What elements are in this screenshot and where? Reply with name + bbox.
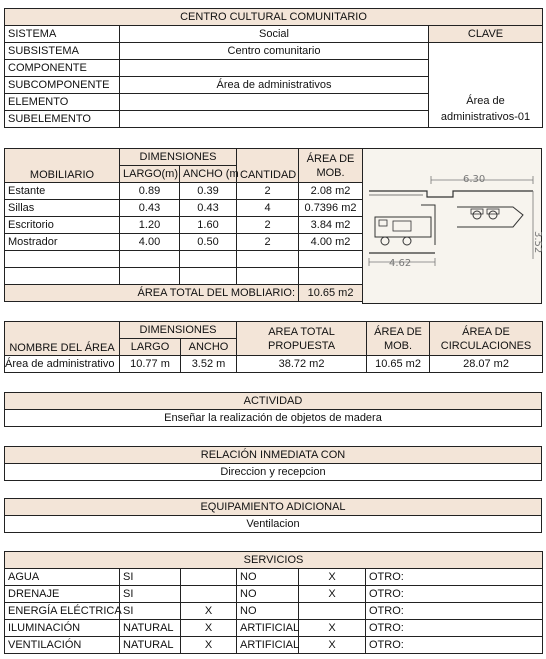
clave-value-line1: Área de: [466, 95, 505, 107]
col-area-mob-line1: ÁREA DE: [374, 325, 422, 338]
serv-name: ILUMINACIÓN: [5, 620, 120, 637]
mob-largo: 1.20: [120, 217, 180, 234]
serv-otro: OTRO:: [366, 637, 543, 654]
col-dimensiones: DIMENSIONES: [120, 149, 237, 166]
table-row: [5, 620, 543, 637]
actividad-value: Enseñar la realización de objetos de madera: [5, 410, 542, 427]
header-label: SUBSISTEMA: [5, 43, 120, 60]
serv-mark2: X: [299, 586, 366, 603]
table-row: [5, 586, 543, 603]
serv-otro: OTRO:: [366, 603, 543, 620]
serv-opt2: NO: [237, 586, 299, 603]
col-area-circ-line2: CIRCULACIONES: [440, 339, 532, 352]
serv-otro: OTRO:: [366, 586, 543, 603]
serv-opt1: SI: [120, 603, 181, 620]
clave-value-line2: administrativos-01: [440, 111, 531, 123]
serv-opt2: ARTIFICIAL: [237, 637, 299, 654]
table-row: [5, 200, 363, 217]
serv-mark1: X: [181, 637, 237, 654]
table-row: [5, 637, 543, 654]
relacion-table: [4, 446, 542, 481]
serv-opt1: SI: [120, 586, 181, 603]
col-area-line1: ÁREA DE: [306, 152, 355, 165]
area-circ: 28.07 m2: [430, 356, 543, 373]
header-title: CENTRO CULTURAL COMUNITARIO: [5, 9, 543, 26]
area-mob: 10.65 m2: [367, 356, 430, 373]
serv-opt2: ARTIFICIAL: [237, 620, 299, 637]
col-area-mob: [367, 322, 430, 356]
relacion-value: Direccion y recepcion: [5, 464, 542, 481]
dim-side-label: 3.52: [532, 231, 543, 254]
col-area-circ: [430, 322, 543, 356]
mob-ancho: 0.50: [180, 234, 237, 251]
actividad-table: [4, 392, 542, 427]
serv-opt1: NATURAL: [120, 637, 181, 654]
col-area-circ-line1: ÁREA DE: [462, 325, 510, 338]
mob-cantidad: 2: [237, 183, 299, 200]
header-label: SUBELEMENTO: [5, 111, 120, 128]
serv-mark1: X: [181, 620, 237, 637]
serv-name: VENTILACIÓN: [5, 637, 120, 654]
header-value: Centro comunitario: [120, 43, 429, 60]
relacion-title: RELACIÓN INMEDIATA CON: [5, 447, 542, 464]
col-largo: LARGO: [120, 339, 181, 356]
table-row: [5, 569, 543, 586]
serv-mark2: [299, 603, 366, 620]
col-nombre-area: NOMBRE DEL ÁREA: [5, 322, 120, 356]
serv-name: DRENAJE: [5, 586, 120, 603]
header-label: SISTEMA: [5, 26, 120, 43]
mob-cantidad: 2: [237, 217, 299, 234]
table-row-empty: [5, 251, 363, 268]
serv-name: AGUA: [5, 569, 120, 586]
table-row: [5, 603, 543, 620]
col-area-total-line1: AREA TOTAL: [268, 325, 335, 338]
table-row: [5, 183, 363, 200]
mob-name: Mostrador: [5, 234, 120, 251]
mob-largo: 4.00: [120, 234, 180, 251]
mob-cantidad: 2: [237, 234, 299, 251]
dim-bottom-label: 4.62: [389, 258, 412, 269]
floor-plan-svg: [363, 149, 541, 303]
serv-otro: OTRO:: [366, 569, 543, 586]
header-label: ELEMENTO: [5, 94, 120, 111]
table-row-empty: [5, 268, 363, 285]
area-largo: 10.77 m: [120, 356, 181, 373]
area-total: 38.72 m2: [237, 356, 367, 373]
col-area-mob: [299, 149, 363, 183]
col-largo: LARGO(m): [120, 166, 180, 183]
header-table: [4, 8, 543, 128]
col-area-mob-line2: MOB.: [383, 339, 413, 352]
col-area-total-line2: PROPUESTA: [268, 339, 336, 352]
mob-name: Sillas: [5, 200, 120, 217]
header-label: COMPONENTE: [5, 60, 120, 77]
col-cantidad: CANTIDAD: [237, 149, 299, 183]
mob-name: Escritorio: [5, 217, 120, 234]
mob-largo: 0.43: [120, 200, 180, 217]
mobiliario-table: [4, 148, 363, 302]
table-row: [5, 234, 363, 251]
clave-label: CLAVE: [429, 26, 543, 43]
equipamiento-value: Ventilacion: [5, 516, 542, 533]
serv-mark2: X: [299, 569, 366, 586]
header-value: [120, 111, 429, 128]
area-ancho: 3.52 m: [181, 356, 237, 373]
actividad-title: ACTIVIDAD: [5, 393, 542, 410]
header-value: [120, 94, 429, 111]
col-mobiliario: MOBILIARIO: [5, 149, 120, 183]
mob-name: Estante: [5, 183, 120, 200]
servicios-table: [4, 551, 543, 654]
mob-ancho: 1.60: [180, 217, 237, 234]
header-value: Área de administrativos: [120, 77, 429, 94]
serv-mark1: [181, 586, 237, 603]
floor-plan-drawing: [362, 148, 542, 304]
serv-opt2: NO: [237, 569, 299, 586]
equipamiento-table: [4, 498, 542, 533]
clave-value: [429, 43, 543, 128]
serv-otro: OTRO:: [366, 620, 543, 637]
serv-opt2: NO: [237, 603, 299, 620]
header-label: SUBCOMPONENTE: [5, 77, 120, 94]
serv-mark2: X: [299, 620, 366, 637]
serv-opt1: NATURAL: [120, 620, 181, 637]
mob-total-label: ÁREA TOTAL DEL MOBLIARIO:: [5, 285, 299, 302]
col-area-total: [237, 322, 367, 356]
serv-name: ENERGÍA ELÉCTRICA: [5, 603, 120, 620]
header-value: Social: [120, 26, 429, 43]
equipamiento-title: EQUIPAMIENTO ADICIONAL: [5, 499, 542, 516]
mob-total-value: 10.65 m2: [299, 285, 363, 302]
mob-area: 4.00 m2: [299, 234, 363, 251]
mob-area: 2.08 m2: [299, 183, 363, 200]
mob-area: 0.7396 m2: [299, 200, 363, 217]
col-area-line2: MOB.: [316, 166, 345, 179]
area-table: [4, 321, 543, 373]
serv-opt1: SI: [120, 569, 181, 586]
table-row: [5, 356, 543, 373]
col-ancho: ANCHO: [181, 339, 237, 356]
col-dimensiones: DIMENSIONES: [120, 322, 237, 339]
col-ancho: ANCHO (m: [180, 166, 237, 183]
mob-ancho: 0.43: [180, 200, 237, 217]
mob-cantidad: 4: [237, 200, 299, 217]
mob-largo: 0.89: [120, 183, 180, 200]
servicios-title: SERVICIOS: [5, 552, 543, 569]
table-row: [5, 217, 363, 234]
mob-ancho: 0.39: [180, 183, 237, 200]
serv-mark1: [181, 569, 237, 586]
header-value: [120, 60, 429, 77]
area-nombre: Área de administrativo: [5, 356, 120, 373]
serv-mark1: X: [181, 603, 237, 620]
mob-area: 3.84 m2: [299, 217, 363, 234]
serv-mark2: X: [299, 637, 366, 654]
dim-top-label: 6.30: [463, 174, 486, 185]
